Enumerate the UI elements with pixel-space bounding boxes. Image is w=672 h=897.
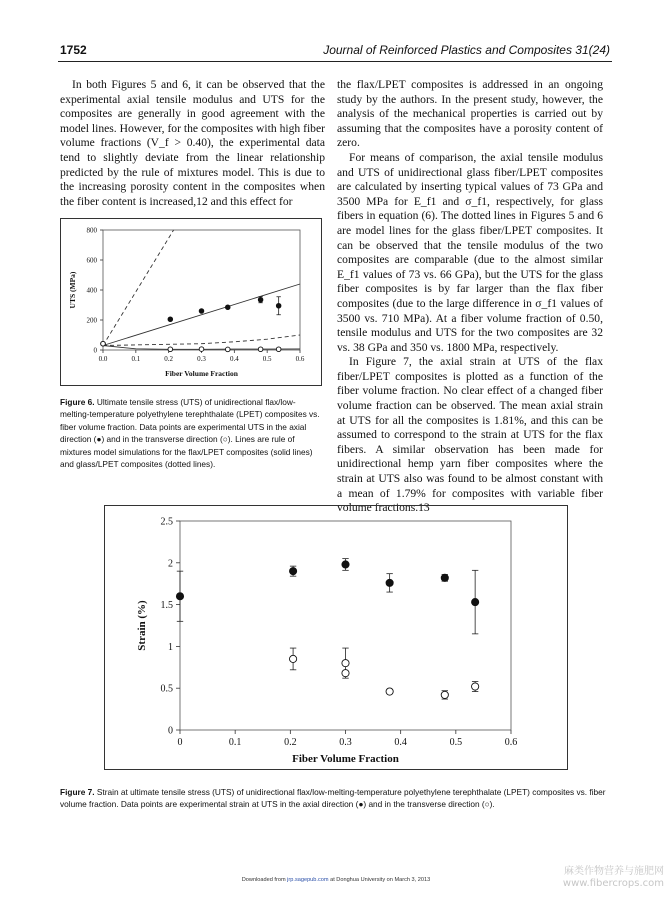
paragraph: In Figure 7, the axial strain at UTS of the flax fiber/LPET composites is plotted as a function of the fiber volume fraction. No clear effect of a changed fiber volume fraction can be observed. The mean axial strain at UTS for all the composites is 1.81%, and this can be assumed to correspond to the strain at UTS for the flax fibers. A similar observation has been made for unidirectional hemp yarn fiber composites where the strain at UTS also was found to be almost constant with a mean of 1.79% for composites with variable fiber volume fractions.13 (337, 355, 603, 515)
transverse-data-point (168, 347, 173, 352)
paragraph: In both Figures 5 and 6, it can be observed that the experimental axial tensile modulus and UTS for the composites are generally in good agreement with the model lines. However, for the composites with high fiber volume fractions (V_f > 0.40), the experimental data tend to slightly deviate from the linear relationship predicted by the rule of mixtures model. This is due to the increasing porosity content in the composites when the fiber content is increased,12 and this effect for (60, 78, 325, 208)
transverse-data-point (199, 347, 204, 352)
axial-data-point (441, 574, 448, 581)
glass-model-line (103, 230, 174, 346)
x-tick-label: 0.2 (284, 737, 297, 748)
y-tick-label: 2.5 (160, 516, 173, 528)
transverse-data-point (386, 688, 393, 695)
x-tick-label: 0.1 (228, 737, 242, 748)
figure-7-label: Figure 7. (60, 787, 95, 797)
x-tick-label: 0.5 (449, 737, 463, 748)
transverse-data-point (289, 655, 296, 662)
axial-data-point (199, 309, 204, 314)
axial-data-point (168, 317, 173, 322)
figure-7-caption-text: Strain at ultimate tensile stress (UTS) of unidirectional flax/low-melting-temperature polyethylene terephthalate (LPET) composites vs. fiber volume fraction. Data points are experimental strain at UTS in the axial direction (●) and in the transverse direction (○). (60, 787, 606, 810)
x-tick-label: 0 (177, 737, 183, 748)
watermark-line-2: www.fibercrops.com (562, 878, 664, 889)
x-tick-label: 0.3 (339, 737, 352, 748)
y-axis-label: UTS (MPa) (68, 271, 77, 309)
transverse-data-point (441, 691, 448, 698)
transverse-data-point (472, 683, 479, 690)
plot-area (180, 521, 511, 730)
download-prefix: Downloaded from (241, 877, 288, 883)
y-tick-label: 1.5 (160, 600, 173, 612)
y-tick-label: 2 (168, 558, 173, 570)
transverse-data-point (258, 347, 263, 352)
transverse-data-point (342, 660, 349, 667)
transverse-data-point (101, 341, 106, 346)
download-link[interactable]: jrp.sagepub.com (287, 877, 329, 883)
axial-data-point (176, 593, 183, 600)
plot-area (103, 230, 300, 350)
y-tick-label: 400 (86, 286, 97, 295)
watermark-line-1: 麻类作物营养与施肥网 (564, 866, 664, 877)
axial-data-point (342, 561, 349, 568)
flax-model-line (103, 284, 300, 346)
download-suffix: at Donghua University on March 3, 2013 (328, 877, 431, 883)
left-column (60, 78, 325, 209)
y-tick-label: 0.5 (160, 683, 173, 695)
figure-7 (104, 505, 568, 770)
x-tick-label: 0.6 (504, 737, 518, 748)
figure-6-label: Figure 6. (60, 397, 95, 407)
transverse-data-point (342, 670, 349, 677)
figure-6-caption (60, 396, 325, 470)
journal-title: Journal of Reinforced Plastics and Composites 31(24) (323, 43, 610, 57)
x-tick-label: 0.5 (262, 355, 272, 363)
header-rule (58, 61, 612, 62)
axial-data-point (472, 598, 479, 605)
figure-6 (60, 218, 322, 386)
figure-6-chart (61, 219, 321, 385)
axial-data-point (276, 303, 281, 308)
x-tick-label: 0.2 (164, 355, 174, 363)
transverse-data-point (276, 347, 281, 352)
x-axis-label: Fiber Volume Fraction (292, 753, 399, 765)
x-tick-label: 0.4 (229, 355, 239, 363)
y-tick-label: 600 (86, 256, 97, 265)
x-tick-label: 0.1 (131, 355, 141, 363)
x-tick-label: 0.3 (197, 355, 206, 363)
axial-data-point (258, 297, 263, 302)
right-column (337, 78, 603, 516)
paragraph: For means of comparison, the axial tensile modulus and UTS of unidirectional glass fiber/LPET composites are calculated by inserting typical values of 73 GPa and 3500 MPa for E_f1 and σ_f1, respectively, for glass fibers in equation (6). The dotted lines in Figures 5 and 6 are model lines for the glass fiber/LPET composites. It can be observed that the tensile modulus of the two composites are comparable (due to the almost similar E_f1 values of 73 vs. 66 GPa), but the UTS for the glass fiber composites is by far larger than the flax fiber composites (due to the large difference in σ_f1 values of 3500 vs. 710 MPa). At a fiber volume fraction of 0.50, tensile modulus and UTS for the two composites are 32 vs. 38 GPa and 350 vs. 1800 MPa, respectively. (337, 150, 603, 354)
y-tick-label: 0 (168, 725, 173, 737)
y-tick-label: 200 (86, 316, 97, 325)
figure-6-caption-text: Ultimate tensile stress (UTS) of unidirectional flax/low-melting-temperature polyethylene terephthalate (LPET) composites vs. fiber volume fraction. Data points are experimental UTS in the axial direction (●) and in the transverse direction (○). Lines are rule of mixtures model simulations for the flax/LPET composites (solid lines) and glass/LPET composites (dotted lines). (60, 397, 320, 470)
x-axis-label: Fiber Volume Fraction (165, 369, 238, 378)
x-tick-label: 0.4 (394, 737, 407, 748)
x-tick-label: 0.0 (98, 355, 108, 363)
y-tick-label: 800 (86, 226, 97, 235)
paragraph: the flax/LPET composites is addressed in an ongoing study by the authors. In the present study, however, the analysis of the mechanical properties is carried out by assuming that the composites have a porosity content of zero. (337, 78, 603, 150)
axial-data-point (386, 579, 393, 586)
axial-data-point (289, 568, 296, 575)
site-watermark (563, 866, 664, 890)
x-tick-label: 0.6 (295, 355, 305, 363)
y-tick-label: 0 (93, 346, 97, 355)
figure-7-caption (60, 786, 612, 811)
transverse-data-point (225, 347, 230, 352)
y-axis-label: Strain (%) (136, 600, 148, 651)
axial-data-point (225, 305, 230, 310)
y-tick-label: 1 (168, 641, 173, 653)
page-number: 1752 (60, 43, 87, 57)
figure-7-chart (105, 506, 567, 769)
